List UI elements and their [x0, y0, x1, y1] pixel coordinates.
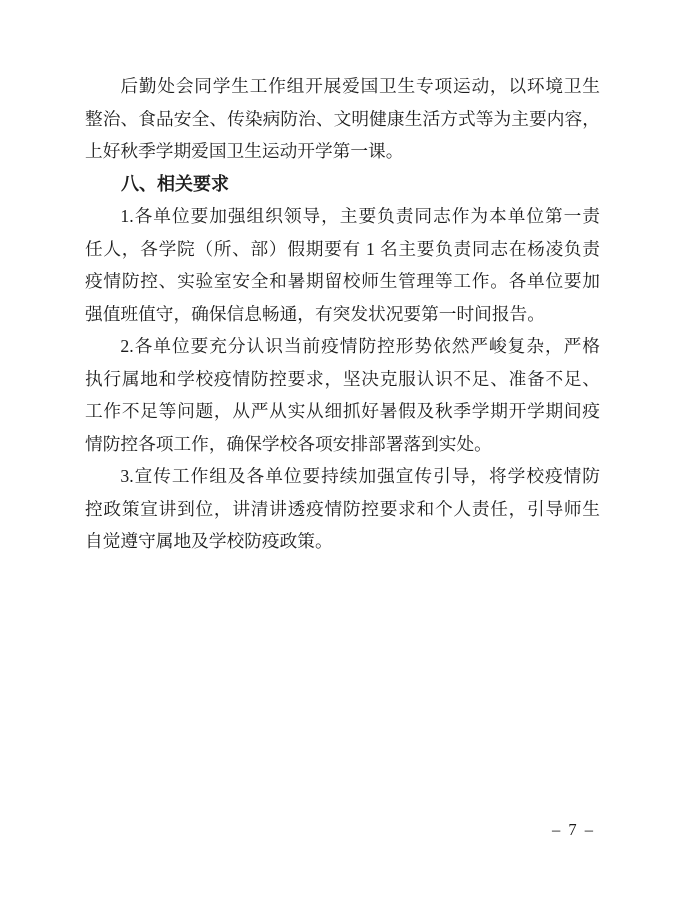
document-line: 自觉遵守属地及学校防疫政策。 [85, 531, 333, 551]
document-line: 任人，各学院（所、部）假期要有 1 名主要负责同志在杨凌负责 [85, 238, 600, 259]
paragraph-requirement-3 [85, 460, 600, 558]
document-line: 3.宣传工作组及各单位要持续加强宣传引导，将学校疫情防 [120, 466, 600, 486]
document-line: 1.各单位要加强组织领导，主要负责同志作为本单位第一责 [120, 206, 600, 226]
document-line: 工作不足等问题，从严从实从细抓好暑假及秋季学期开学期间疫 [85, 401, 600, 421]
page-number: – 7 – [552, 820, 595, 839]
heading-section-8 [85, 168, 600, 201]
paragraph-requirement-1 [85, 200, 600, 330]
document-line: 执行属地和学校疫情防控要求，坚决克服认识不足、准备不足、 [85, 368, 600, 389]
document-line: 八、相关要求 [121, 173, 229, 194]
document-line: 情防控各项工作，确保学校各项安排部署落到实处。 [85, 433, 492, 454]
paragraph-logistics [85, 70, 600, 168]
document-body [85, 70, 600, 558]
document-line: 强值班值守，确保信息畅通，有突发状况要第一时间报告。 [85, 303, 545, 324]
document-line: 控政策宣讲到位，讲清讲透疫情防控要求和个人责任，引导师生 [85, 498, 600, 519]
paragraph-requirement-2 [85, 330, 600, 460]
document-line: 后勤处会同学生工作组开展爱国卫生专项运动，以环境卫生 [120, 76, 600, 96]
document-line: 整治、食品安全、传染病防治、文明健康生活方式等为主要内容， [85, 108, 600, 129]
document-line: 疫情防控、实验室安全和暑期留校师生管理等工作。各单位要加 [85, 271, 600, 291]
document-line: 上好秋季学期爱国卫生运动开学第一课。 [85, 141, 404, 161]
page-footer [552, 820, 595, 840]
document-line: 2.各单位要充分认识当前疫情防控形势依然严峻复杂，严格 [120, 336, 600, 356]
